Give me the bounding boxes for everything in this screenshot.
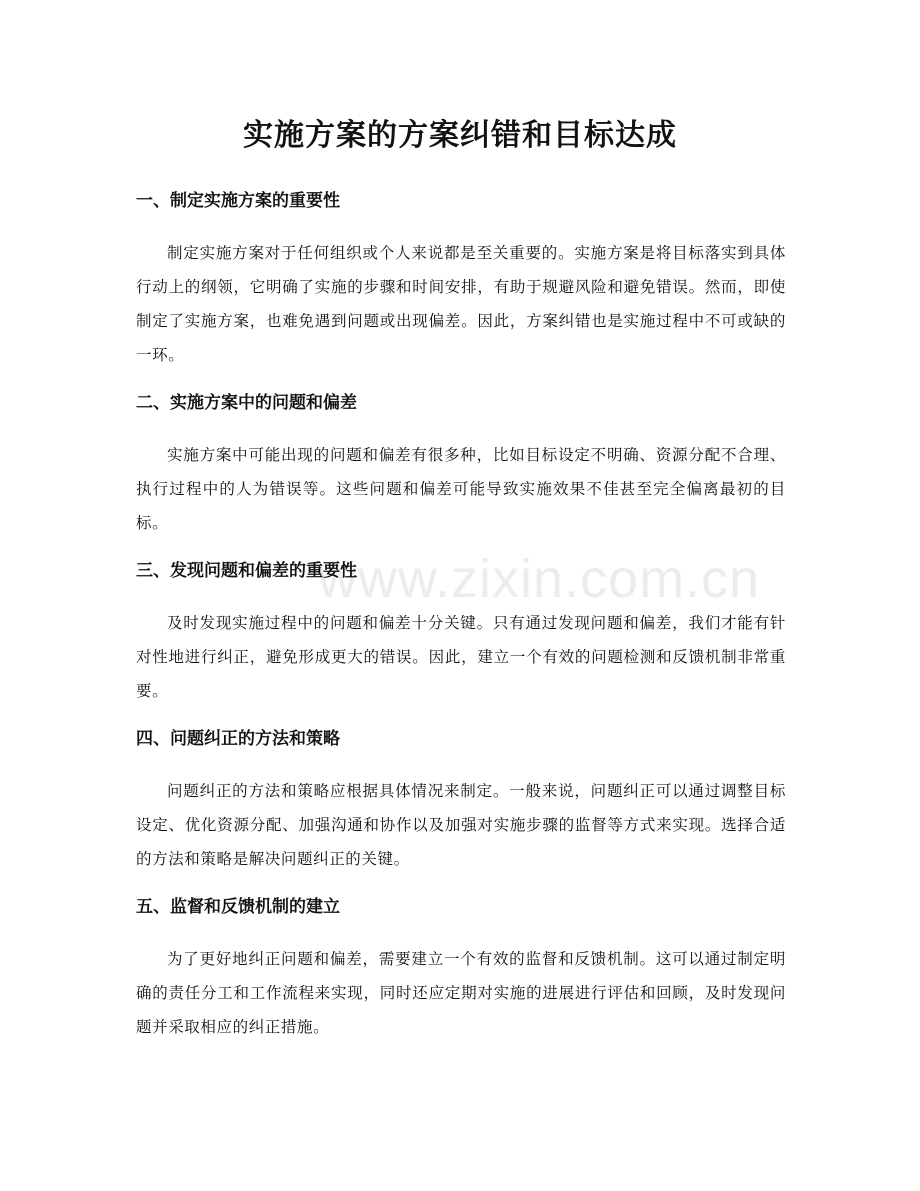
section-paragraph: 制定实施方案对于任何组织或个人来说都是至关重要的。实施方案是将目标落实到具体行动上的纲领，它明确了实施的步骤和时间安排，有助于规避风险和避免错误。然而，即使制定了实施方案，也难免遇到问题或出现偏差。因此，方案纠错也是实施过程中不可或缺的一环。	[136, 244, 786, 364]
section-paragraph: 问题纠正的方法和策略应根据具体情况来制定。一般来说，问题纠正可以通过调整目标设定、优化资源分配、加强沟通和协作以及加强对实施步骤的监督等方式来实现。选择合适的方法和策略是解决问题纠正的关键。	[136, 782, 786, 868]
watermark-text: www.zixin.com.cn	[318, 549, 761, 609]
section-4	[136, 724, 786, 876]
section-paragraph: 实施方案中可能出现的问题和偏差有很多种，比如目标设定不明确、资源分配不合理、执行过程中的人为错误等。这些问题和偏差可能导致实施效果不佳甚至完全偏离最初的目标。	[136, 446, 786, 532]
section-heading: 二、实施方案中的问题和偏差	[136, 393, 357, 413]
section-5	[136, 892, 786, 1044]
document-title: 实施方案的方案纠错和目标达成	[243, 118, 677, 153]
section-1	[136, 186, 786, 372]
section-heading: 五、监督和反馈机制的建立	[136, 897, 340, 917]
section-heading: 四、问题纠正的方法和策略	[136, 729, 340, 749]
section-paragraph: 为了更好地纠正问题和偏差，需要建立一个有效的监督和反馈机制。这可以通过制定明确的责任分工和工作流程来实现，同时还应定期对实施的进展进行评估和回顾，及时发现问题并采取相应的纠正措施。	[136, 950, 786, 1036]
section-heading: 三、发现问题和偏差的重要性	[136, 561, 357, 581]
section-paragraph: 及时发现实施过程中的问题和偏差十分关键。只有通过发现问题和偏差，我们才能有针对性地进行纠正，避免形成更大的错误。因此，建立一个有效的问题检测和反馈机制非常重要。	[136, 614, 786, 700]
document-body	[136, 186, 786, 1060]
section-2	[136, 388, 786, 540]
section-3	[136, 556, 786, 708]
section-heading: 一、制定实施方案的重要性	[136, 191, 340, 211]
